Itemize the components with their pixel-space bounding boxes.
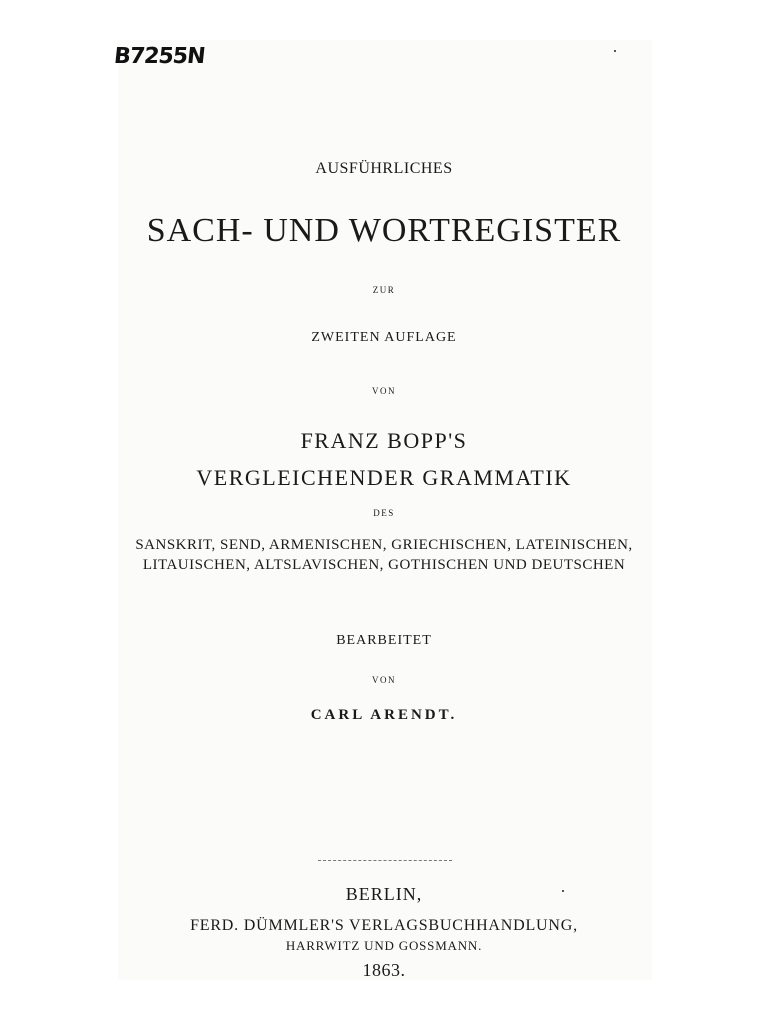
languages-line-1: SANSKRIT, SEND, ARMENISCHEN, GRIECHISCHEN, LATEINISCHEN, xyxy=(135,537,633,553)
bearbeitet-line: BEARBEITET xyxy=(336,633,432,648)
word-von-1: VON xyxy=(372,386,396,396)
library-stamp: B7255N xyxy=(112,44,206,69)
separator-rule xyxy=(318,860,452,861)
imprint-year: 1863. xyxy=(362,960,406,980)
imprint-publisher-sub: HARRWITZ UND GOSSMANN. xyxy=(285,938,483,953)
word-zur: ZUR xyxy=(372,285,396,295)
work-author: FRANZ BOPP'S xyxy=(300,428,468,453)
paper-speck xyxy=(562,890,564,892)
main-title: SACH- UND WORTREGISTER xyxy=(146,212,622,249)
edition-line: ZWEITEN AUFLAGE xyxy=(311,330,457,345)
word-von-2: VON xyxy=(372,675,396,685)
subtitle-ausfuehrliches: AUSFÜHRLICHES xyxy=(315,160,453,177)
paper-speck xyxy=(614,50,616,52)
word-des: DES xyxy=(373,508,395,518)
imprint-publisher: FERD. DÜMMLER'S VERLAGSBUCHHANDLUNG, xyxy=(190,917,578,934)
work-title: VERGLEICHENDER GRAMMATIK xyxy=(196,465,572,490)
imprint-city: BERLIN, xyxy=(345,884,423,904)
languages-line-2: LITAUISCHEN, ALTSLAVISCHEN, GOTHISCHEN UND DEUTSCHEN xyxy=(142,557,626,573)
editor-name: CARL ARENDT. xyxy=(310,707,458,723)
